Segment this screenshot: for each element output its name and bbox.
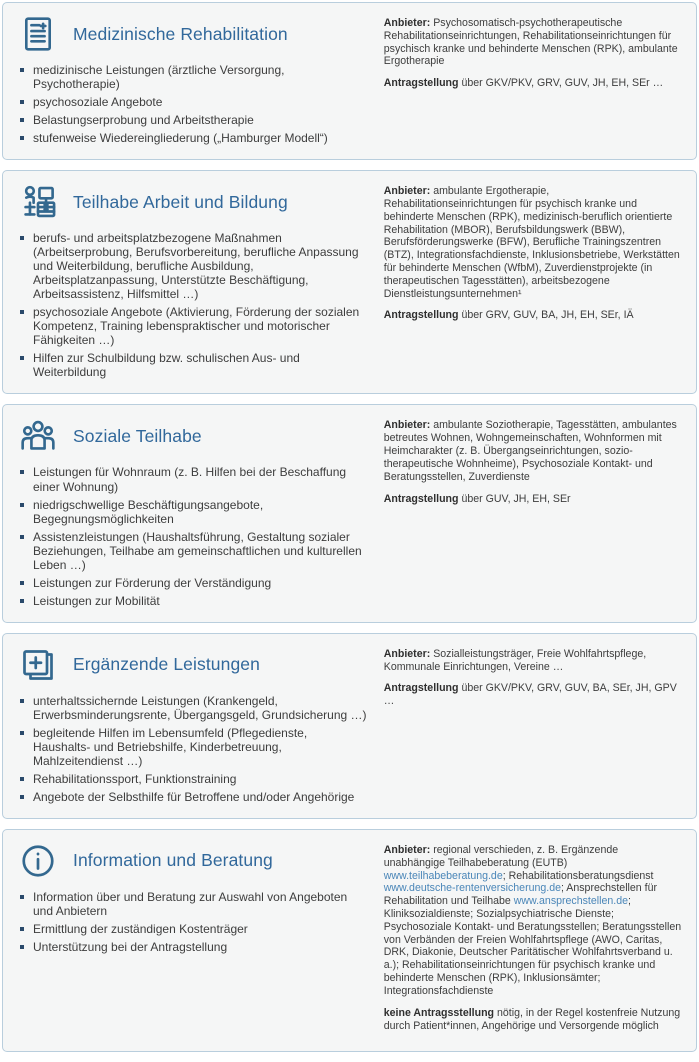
card-header (19, 15, 368, 53)
service-card-teilhabe-arbeit-und-bildung (2, 170, 697, 394)
antrag-paragraph (384, 309, 682, 322)
service-bullet-list (19, 694, 368, 804)
workplace-desk-icon (19, 183, 57, 221)
service-bullet-list (19, 890, 368, 954)
add-sheet-icon (19, 646, 57, 684)
list-item: medizinische Leistungen (ärztliche Versorgung, Psychotherapie) (19, 63, 368, 91)
anbieter-paragraph (384, 17, 682, 68)
service-card-ergaenzende-leistungen (2, 633, 697, 819)
external-link[interactable]: www.ansprechstellen.de (513, 895, 628, 908)
card-header (19, 842, 368, 880)
antrag-text: über GUV, JH, EH, SEr (461, 492, 571, 505)
anbieter-label: Anbieter: (383, 185, 431, 198)
info-circle-icon (19, 842, 57, 880)
list-item: Ermittlung der zuständigen Kostenträger (19, 922, 368, 936)
card-left-column (3, 634, 374, 818)
antrag-label: Antragstellung (383, 309, 459, 322)
list-item: berufs- und arbeitsplatzbezogene Maßnahmen (Arbeitserprobung, Berufsvorbereitung, berufliche Anpassung und Weiterbildung, berufliche Ausbildung, Arbeitsplatzanpassung, Unterstützte Beschäftigung, Arbeitsassistenz, Hilfsmittel …) (19, 231, 368, 301)
anbieter-label: Anbieter: (383, 17, 431, 29)
card-title: Ergänzende Leistungen (73, 654, 260, 675)
card-header (19, 646, 368, 684)
anbieter-paragraph (384, 844, 682, 998)
antrag-label: Antragstellung (383, 492, 459, 505)
list-item: stufenweise Wiedereingliederung („Hamburger Modell“) (19, 131, 368, 145)
card-right-column (374, 830, 696, 1051)
card-title: Teilhabe Arbeit und Bildung (73, 191, 288, 212)
list-item: psychosoziale Angebote (Aktivierung, Förderung der sozialen Kompetenz, Training lebenspraktischer und motorischer Fähigkeiten …) (19, 305, 368, 347)
list-item: Leistungen zur Förderung der Verständigung (19, 576, 368, 590)
list-item: Information über und Beratung zur Auswahl von Angeboten und Anbietern (19, 890, 368, 918)
external-link[interactable]: www.teilhabeberatung.de (383, 869, 503, 882)
card-right-column (374, 634, 696, 818)
antrag-paragraph (384, 682, 682, 708)
cards-container (2, 2, 697, 1052)
antrag-paragraph (384, 1007, 682, 1033)
anbieter-label: Anbieter: (383, 843, 431, 856)
list-item: Assistenzleistungen (Haushaltsführung, Gestaltung sozialer Beziehungen, Teilhabe am gemeinschaftlichen und kulturellen Leben …) (19, 530, 368, 572)
card-right-column (374, 3, 696, 159)
card-header (19, 183, 368, 221)
card-title: Information und Beratung (73, 850, 273, 871)
antrag-paragraph (384, 493, 682, 506)
card-left-column (3, 3, 374, 159)
list-item: psychosoziale Angebote (19, 95, 368, 109)
antrag-text: über GKV/PKV, GRV, GUV, JH, EH, SEr … (461, 77, 664, 90)
document-plus-icon (19, 15, 57, 53)
list-item: Hilfen zur Schulbildung bzw. schulischen Aus- und Weiterbildung (19, 351, 368, 379)
card-left-column (3, 830, 374, 1051)
card-title: Soziale Teilhabe (73, 425, 202, 446)
service-card-medizinische-rehabilitation (2, 2, 697, 160)
list-item: Angebote der Selbsthilfe für Betroffene und/oder Angehörige (19, 790, 368, 804)
anbieter-text: ambulante Ergotherapie, Rehabilitationseinrichtungen für psychisch kranke und behinderte Menschen (RPK), medizinisch-beruflich orientierte Rehabilitation (MBOR), Berufsbildungswerk (BBW), Berufsförderungswerke (BFW), Berufliche Trainingszentren (BTZ), Integrationsfachdienste, Inklusionsbetriebe, Werkstätten für behinderte Menschen (WfbM), Zuverdienstprojekte (in therapeutischen Tagesstätten), arbeitsbezogene Dienstleistungsunternehmen¹ (383, 185, 680, 300)
people-group-icon (19, 417, 57, 455)
anbieter-text: regional verschieden, z. B. Ergänzende unabhängige Teilhabeberatung (EUTB) www.teilhabeberatung.de; Rehabilitationsberatungsdienst www.deutsche-rentenversicherung.de; Ansprechstellen für Rehabilitation und Teilhabe www.ansprechstellen.de; Kliniksozialdienste; Sozialpsychiatrische Dienste; Psychosoziale Kontakt- und Beratungsstellen; Beratungsstellen von Verbänden der Freien Wohlfahrtspflege (AWO, Caritas, DRK, Diakonie, Deutscher Paritätischer Wohlfahrtsverband u. a.); Rehabilitationseinrichtungen für psychisch kranke und behinderte Menschen (RPK), Inklusionsämter; Integrationsfachdienste (383, 843, 682, 997)
list-item: Belastungserprobung und Arbeitstherapie (19, 113, 368, 127)
antrag-label: Antragstellung (383, 682, 459, 695)
antrag-text: nötig, in der Regel kostenfreie Nutzung durch Patient*innen, Angehörige und Versorgende möglich (383, 1006, 681, 1032)
antrag-text: über GKV/PKV, GRV, GUV, BA, SEr, JH, GPV … (383, 682, 677, 708)
anbieter-paragraph (384, 648, 682, 674)
service-bullet-list (19, 63, 368, 145)
anbieter-label: Anbieter: (383, 647, 431, 660)
list-item: begleitende Hilfen im Lebensumfeld (Pflegedienste, Haushalts- und Betriebshilfe, Kinderbetreuung, Mahlzeitendienst …) (19, 726, 368, 768)
card-right-column (374, 405, 696, 621)
antrag-label: Antragstellung (383, 77, 459, 90)
antrag-label: keine Antragsstellung (383, 1006, 495, 1019)
card-title: Medizinische Rehabilitation (73, 23, 288, 44)
anbieter-paragraph (384, 185, 682, 300)
antrag-text: über GRV, GUV, BA, JH, EH, SEr, IÄ (461, 309, 634, 322)
list-item: unterhaltssichernde Leistungen (Krankengeld, Erwerbsminderungsrente, Übergangsgeld, Grundsicherung …) (19, 694, 368, 722)
card-left-column (3, 405, 374, 621)
service-bullet-list (19, 465, 368, 607)
card-left-column (3, 171, 374, 393)
card-right-column (374, 171, 696, 393)
list-item: Unterstützung bei der Antragstellung (19, 940, 368, 954)
list-item: Rehabilitationssport, Funktionstraining (19, 772, 368, 786)
antrag-paragraph (384, 77, 682, 90)
card-header (19, 417, 368, 455)
service-card-soziale-teilhabe (2, 404, 697, 622)
list-item: niedrigschwellige Beschäftigungsangebote, Begegnungsmöglichkeiten (19, 498, 368, 526)
service-bullet-list (19, 231, 368, 379)
service-card-information-und-beratung (2, 829, 697, 1052)
anbieter-label: Anbieter: (383, 419, 431, 432)
anbieter-text: Sozialleistungsträger, Freie Wohlfahrtspflege, Kommunale Einrichtungen, Vereine … (383, 647, 647, 673)
anbieter-text: Psychosomatisch-psychotherapeutische Rehabilitationseinrichtungen, Rehabilitationseinrichtungen für psychisch kranke und behinderte Menschen (RPK), ambulante Ergotherapie (383, 17, 678, 68)
anbieter-text: ambulante Soziotherapie, Tagesstätten, ambulantes betreutes Wohnen, Wohngemeinschaften, Wohnformen mit Heimcharakter (z. B. Übergangseinrichtungen, sozio-therapeutische Wohnheime), Psychosoziale Kontakt- und Beratungsstellen, Zuverdienste (383, 419, 677, 483)
list-item: Leistungen zur Mobilität (19, 594, 368, 608)
anbieter-paragraph (384, 419, 682, 483)
list-item: Leistungen für Wohnraum (z. B. Hilfen bei der Beschaffung einer Wohnung) (19, 465, 368, 493)
external-link[interactable]: www.deutsche-rentenversicherung.de (383, 882, 561, 895)
